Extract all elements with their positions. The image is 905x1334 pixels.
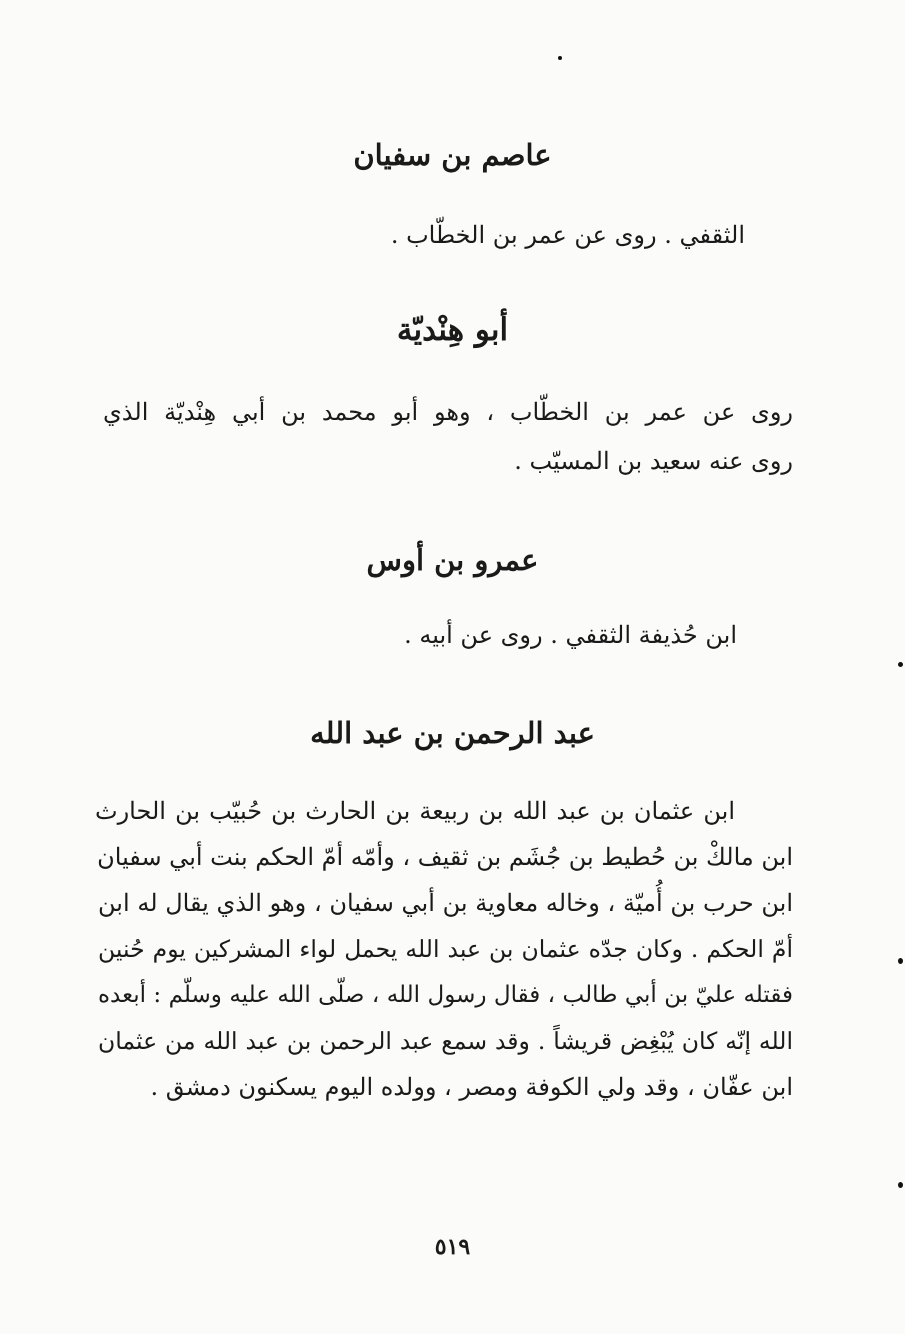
entry-heading: عاصم بن سفيان xyxy=(353,138,552,172)
entry-text-line: الله إنّه كان يُبْغِض قريشاً . وقد سمع عبد الرحمن بن عبد الله من عثمان xyxy=(98,1027,793,1055)
entry-text-line: روى عن عمر بن الخطّاب ، وهو أبو محمد بن أبي هِنْديّة الذي xyxy=(103,398,793,426)
entry-text-line: الثقفي . روى عن عمر بن الخطّاب . xyxy=(390,221,745,249)
entry-text-line: أمّ الحكم . وكان جدّه عثمان بن عبد الله يحمل لواء المشركين يوم حُنين xyxy=(98,935,793,963)
entry-heading: عمرو بن أوس xyxy=(366,543,539,577)
entry-heading: أبو هِنْديّة xyxy=(396,312,509,348)
page-number: ٥١٩ xyxy=(434,1234,471,1260)
entry-text-line: روى عنه سعيد بن المسيّب . xyxy=(514,447,793,475)
scan-speck xyxy=(898,662,903,667)
entry-text-line: ابن عثمان بن عبد الله بن ربيعة بن الحارث بن حُبيّب بن الحارث xyxy=(95,797,735,825)
entry-text-line: ابن حُذيفة الثقفي . روى عن أبيه . xyxy=(404,621,737,649)
entry-text-line: ابن حرب بن أُميّة ، وخاله معاوية بن أبي سفيان ، وهو الذي يقال له ابن xyxy=(98,889,793,917)
entry-text-line: ابن عفّان ، وقد ولي الكوفة ومصر ، وولده اليوم يسكنون دمشق . xyxy=(150,1073,793,1101)
entry-text-line: ابن مالكْ بن حُطيط بن جُشَم بن ثقيف ، وأمّه أمّ الحكم بنت أبي سفيان xyxy=(97,843,793,871)
entry-text-line: فقتله عليّ بن أبي طالب ، فقال رسول الله ، صلّى الله عليه وسلّم : أبعده xyxy=(98,982,793,1008)
entry-heading: عبد الرحمن بن عبد الله xyxy=(310,716,595,750)
scan-speck xyxy=(898,1182,903,1188)
scan-speck xyxy=(558,56,562,60)
scan-speck xyxy=(898,958,903,964)
